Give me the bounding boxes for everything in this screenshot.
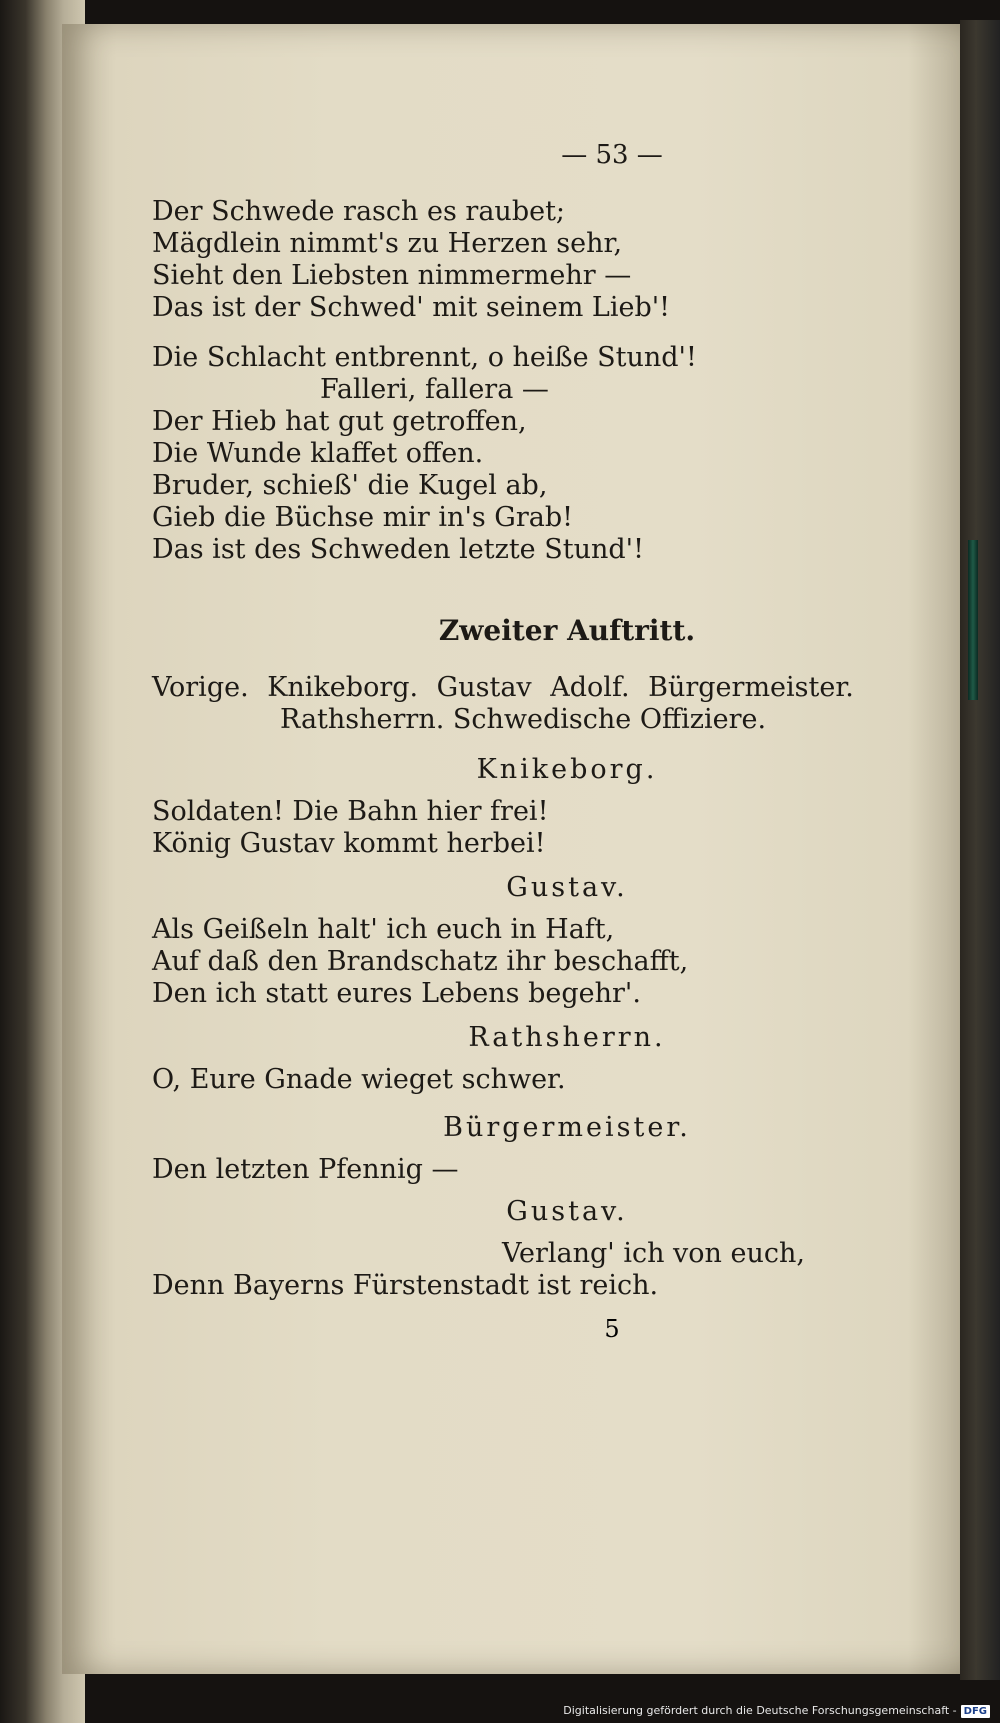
dialogue-line: Auf daß den Brandschatz ihr beschafft,: [152, 946, 689, 977]
speaker-name: Bürgermeister.: [443, 1112, 691, 1143]
cast-list: Vorige. Knikeborg. Gustav Adolf. Bürgermeister.: [152, 672, 854, 703]
dialogue-line: Als Geißeln halt' ich euch in Haft,: [152, 914, 615, 945]
speaker-name: Rathsherrn.: [468, 1022, 666, 1053]
bookmark-ribbon: [968, 540, 978, 700]
verse-line: Der Schwede rasch es raubet;: [152, 196, 566, 227]
book-page: [62, 24, 962, 1674]
book-edge-shadow: [960, 20, 1000, 1680]
speaker-name: Knikeborg.: [476, 754, 658, 785]
verse-line: Gieb die Büchse mir in's Grab!: [152, 502, 574, 533]
footer-text: Digitalisierung gefördert durch die Deutsche Forschungsgemeinschaft -: [563, 1704, 957, 1717]
verse-line: Bruder, schieß' die Kugel ab,: [152, 470, 548, 501]
verse-line: Die Wunde klaffet offen.: [152, 438, 484, 469]
signature-mark: 5: [604, 1315, 620, 1343]
refrain-line: Falleri, fallera —: [320, 374, 549, 405]
dialogue-line: Denn Bayerns Fürstenstadt ist reich.: [152, 1270, 659, 1301]
dialogue-line: König Gustav kommt herbei!: [152, 828, 546, 859]
page-number: — 53 —: [561, 140, 663, 170]
speaker-name: Gustav.: [506, 872, 628, 903]
dfg-logo-icon: DFG: [961, 1705, 990, 1718]
dialogue-line: Soldaten! Die Bahn hier frei!: [152, 796, 549, 827]
verse-line: Sieht den Liebsten nimmermehr —: [152, 260, 632, 291]
speaker-name: Gustav.: [506, 1196, 628, 1227]
cast-list: Rathsherrn. Schwedische Offiziere.: [280, 704, 767, 735]
scene-heading: Zweiter Auftritt.: [438, 614, 696, 647]
dialogue-line: Den ich statt eures Lebens begehr'.: [152, 978, 641, 1009]
dialogue-line: Verlang' ich von euch,: [502, 1238, 805, 1269]
verse-line: Der Hieb hat gut getroffen,: [152, 406, 527, 437]
verse-line: Das ist der Schwed' mit seinem Lieb'!: [152, 292, 671, 323]
verse-line: Mägdlein nimmt's zu Herzen sehr,: [152, 228, 623, 259]
digitization-footer: [563, 1701, 990, 1721]
dialogue-line: O, Eure Gnade wieget schwer.: [152, 1064, 566, 1095]
verse-line: Die Schlacht entbrennt, o heiße Stund'!: [152, 342, 697, 373]
verse-line: Das ist des Schweden letzte Stund'!: [152, 534, 644, 565]
dialogue-line: Den letzten Pfennig —: [152, 1154, 459, 1185]
